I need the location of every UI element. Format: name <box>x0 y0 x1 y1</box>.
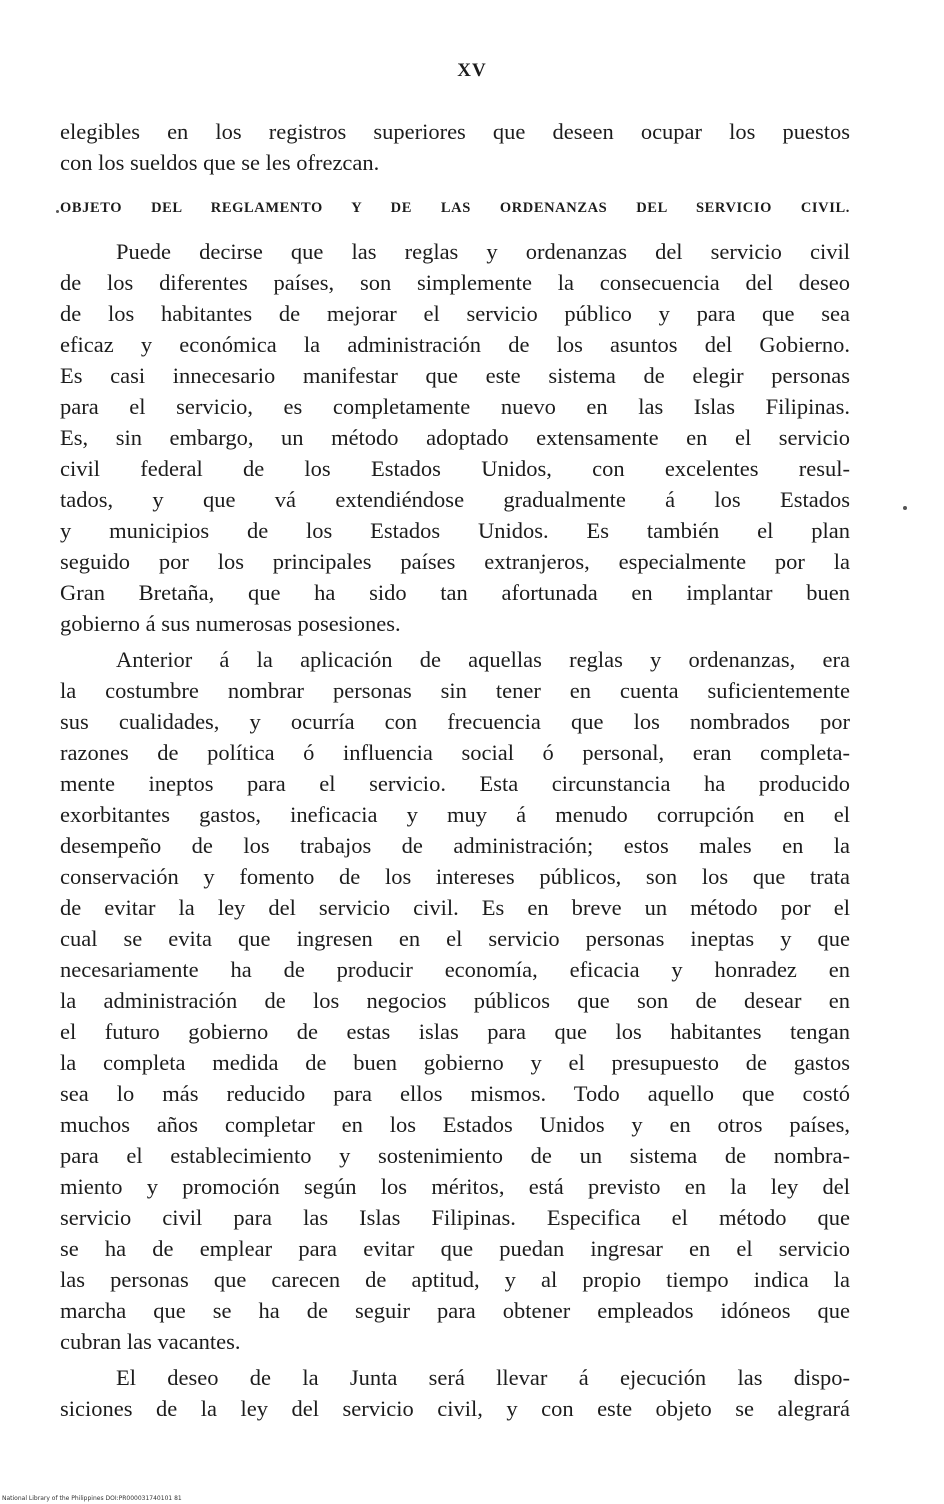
text-line: Gran Bretaña, que ha sido tan afortunada en implantar buen <box>60 580 850 605</box>
text-line: El deseo de la Junta será llevar á ejecución las dispo- <box>116 1365 850 1390</box>
text-line: se ha de emplear para evitar que puedan ingresar en el servicio <box>60 1236 850 1261</box>
text-line: el futuro gobierno de estas islas para que los habitantes tengan <box>60 1019 850 1044</box>
text-line: tados, y que vá extendiéndose gradualmente á los Estados <box>60 487 850 512</box>
text-line: de los habitantes de mejorar el servicio público y para que sea <box>60 301 850 326</box>
scan-speck <box>903 506 907 510</box>
text-line: sus cualidades, y ocurría con frecuencia que los nombrados por <box>60 709 850 734</box>
paragraph-1 <box>60 236 850 639</box>
scan-speck <box>56 210 59 213</box>
text-line: con los sueldos que se les ofrezcan. <box>60 150 380 175</box>
library-credit: National Library of the Philippines DOI:PR000031740101 81 <box>2 1495 182 1502</box>
text-line: gobierno á sus numerosas posesiones. <box>60 611 401 636</box>
text-line: eficaz y económica la administración de los asuntos del Gobierno. <box>60 332 850 357</box>
text-line: Es, sin embargo, un método adoptado extensamente en el servicio <box>60 425 850 450</box>
text-line: cubran las vacantes. <box>60 1329 241 1354</box>
text-line: exorbitantes gastos, ineficacia y muy á menudo corrupción en el <box>60 802 850 827</box>
text-line: civil federal de los Estados Unidos, con excelentes resul- <box>60 456 850 481</box>
text-line: para el servicio, es completamente nuevo en las Islas Filipinas. <box>60 394 850 419</box>
section-heading: OBJETO DEL REGLAMENTO Y DE LAS ORDENANZAS DEL SERVICIO CIVIL. <box>60 200 850 216</box>
text-line: Es casi innecesario manifestar que este sistema de elegir personas <box>60 363 850 388</box>
text-line: de evitar la ley del servicio civil. Es en breve un método por el <box>60 895 850 920</box>
text-line: necesariamente ha de producir economía, eficacia y honradez en <box>60 957 850 982</box>
text-line: marcha que se ha de seguir para obtener empleados idóneos que <box>60 1298 850 1323</box>
text-line: las personas que carecen de aptitud, y al propio tiempo indica la <box>60 1267 850 1292</box>
text-line: razones de política ó influencia social ó personal, eran completa- <box>60 740 850 765</box>
text-line: mente ineptos para el servicio. Esta circunstancia ha producido <box>60 771 850 796</box>
text-line: conservación y fomento de los intereses públicos, son los que trata <box>60 864 850 889</box>
text-line: miento y promoción según los méritos, está previsto en la ley del <box>60 1174 850 1199</box>
text-line: para el establecimiento y sostenimiento de un sistema de nombra- <box>60 1143 850 1168</box>
text-line: servicio civil para las Islas Filipinas. Especifica el método que <box>60 1205 850 1230</box>
text-line: desempeño de los trabajos de administración; estos males en la <box>60 833 850 858</box>
text-line: muchos años completar en los Estados Unidos y en otros países, <box>60 1112 850 1137</box>
text-line: la costumbre nombrar personas sin tener en cuenta suficientemente <box>60 678 850 703</box>
text-line: siciones de la ley del servicio civil, y con este objeto se alegrará <box>60 1396 850 1421</box>
text-line: sea lo más reducido para ellos mismos. Todo aquello que costó <box>60 1081 850 1106</box>
text-line: la completa medida de buen gobierno y el presupuesto de gastos <box>60 1050 850 1075</box>
text-line: Puede decirse que las reglas y ordenanzas del servicio civil <box>116 239 850 264</box>
text-line: cual se evita que ingresen en el servicio personas ineptas y que <box>60 926 850 951</box>
paragraph-2 <box>60 644 850 1357</box>
continuation-paragraph <box>60 116 850 178</box>
text-line: y municipios de los Estados Unidos. Es también el plan <box>60 518 850 543</box>
text-line: elegibles en los registros superiores que deseen ocupar los puestos <box>60 119 850 144</box>
text-line: de los diferentes países, son simplemente la consecuencia del deseo <box>60 270 850 295</box>
paragraph-3 <box>60 1362 850 1424</box>
text-line: la administración de los negocios públicos que son de desear en <box>60 988 850 1013</box>
text-line: seguido por los principales países extranjeros, especialmente por la <box>60 549 850 574</box>
page-number: XV <box>457 60 487 81</box>
text-line: Anterior á la aplicación de aquellas reglas y ordenanzas, era <box>116 647 850 672</box>
